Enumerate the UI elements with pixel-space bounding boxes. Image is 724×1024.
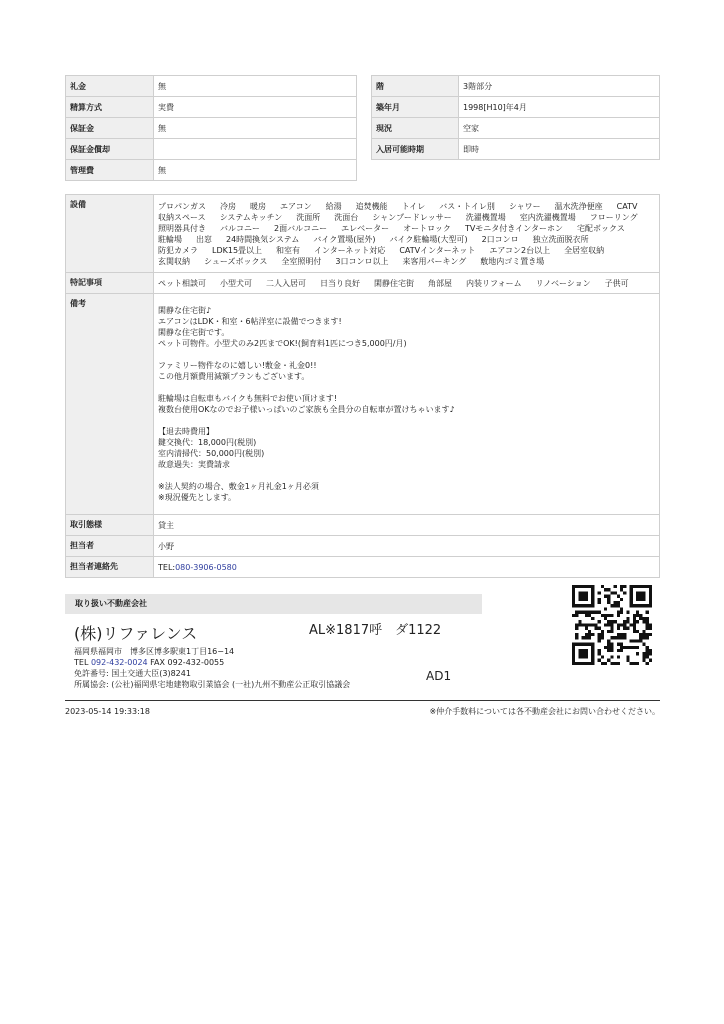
rent-term-row xyxy=(66,118,357,139)
equipment-item: 追焚機能 xyxy=(355,201,388,211)
remarks-line xyxy=(158,415,655,426)
equipment-item: バルコニー xyxy=(220,223,260,233)
remarks-label: 備考 xyxy=(66,294,154,515)
feature-item: リノベーション xyxy=(535,278,591,288)
building-info-row xyxy=(372,118,660,139)
contact-phone-link[interactable]: 080-3906-0580 xyxy=(175,562,237,572)
equipment-item: 玄関収納 xyxy=(158,256,190,266)
company-address: 福岡県福岡市 博多区博多駅東1丁目16−14 xyxy=(74,647,235,656)
person-label: 担当者 xyxy=(66,536,154,557)
features-list xyxy=(154,273,660,294)
equipment-item: 全室照明付 xyxy=(281,256,322,266)
features-row xyxy=(66,273,660,294)
equipment-item: 敷地内ゴミ置き場 xyxy=(480,256,545,266)
equipment-item: 温水洗浄便座 xyxy=(554,201,603,211)
person-value: 小野 xyxy=(154,536,660,557)
feature-item: 閑静住宅街 xyxy=(374,278,414,288)
equipment-item: CATVインターネット xyxy=(399,245,476,255)
rent-term-label: 管理費 xyxy=(66,160,154,181)
equipment-item: バイク置場(屋外) xyxy=(313,234,376,244)
rent-term-value xyxy=(154,139,357,160)
feature-item: 子供可 xyxy=(604,278,629,288)
rent-term-row xyxy=(66,97,357,118)
person-row xyxy=(66,536,660,557)
equipment-item: バイク駐輪場(大型可) xyxy=(389,234,468,244)
equipment-item: 洗面所 xyxy=(296,212,321,222)
equipment-item: 防犯カメラ xyxy=(158,245,198,255)
remarks-line: ※現況優先とします。 xyxy=(158,493,237,502)
qr-code-icon xyxy=(572,585,652,665)
remarks-line xyxy=(158,382,655,393)
equipment-item: 24時間換気システム xyxy=(226,234,300,244)
building-info-row xyxy=(372,76,660,97)
remarks-line: エアコンはLDK・和室・6帖洋室に設備でつきます! xyxy=(158,317,342,326)
transaction-row xyxy=(66,515,660,536)
company-license: 免許番号: 国土交通大臣(3)8241 xyxy=(74,669,191,678)
equipment-item: プロパンガス xyxy=(158,201,206,211)
equipment-row xyxy=(66,195,660,273)
equipment-item: オートロック xyxy=(403,223,451,233)
equipment-item: エレベーター xyxy=(341,223,390,233)
feature-item: ペット相談可 xyxy=(158,278,206,288)
equipment-item: 出窓 xyxy=(196,234,212,244)
rent-term-value: 無 xyxy=(154,76,357,97)
company-code-2: AD1 xyxy=(426,669,452,683)
remarks-line: この他月額費用減額プランもございます。 xyxy=(158,372,310,381)
building-info-label: 現況 xyxy=(372,118,459,139)
building-info-value: 1998[H10]年4月 xyxy=(459,97,660,118)
print-date: 2023-05-14 19:33:18 xyxy=(65,707,150,716)
equipment-item: 宅配ボックス xyxy=(576,223,625,233)
company-fax: FAX 092-432-0055 xyxy=(150,658,225,667)
equipment-item: シューズボックス xyxy=(204,256,268,266)
equipment-item: エアコン xyxy=(280,201,312,211)
transaction-label: 取引態様 xyxy=(66,515,154,536)
contact-label: 担当者連絡先 xyxy=(66,557,154,578)
rent-term-label: 保証金 xyxy=(66,118,154,139)
remarks-line xyxy=(158,349,655,360)
feature-item: 二人入居可 xyxy=(266,278,306,288)
equipment-item: 来客用パーキング xyxy=(402,256,467,266)
company-phone-line xyxy=(74,657,350,668)
property-detail-table xyxy=(65,194,660,578)
equipment-item: インターネット対応 xyxy=(314,245,386,255)
rent-term-row xyxy=(66,139,357,160)
transaction-value: 貸主 xyxy=(154,515,660,536)
building-info-row xyxy=(372,97,660,118)
building-info-row xyxy=(372,139,660,160)
feature-item: 小型犬可 xyxy=(220,278,252,288)
equipment-item: 洗面台 xyxy=(334,212,359,222)
equipment-item: LDK15畳以上 xyxy=(212,245,263,255)
equipment-item: 照明器具付き xyxy=(158,223,206,233)
equipment-label: 設備 xyxy=(66,195,154,273)
contact-row xyxy=(66,557,660,578)
rent-term-row xyxy=(66,160,357,181)
company-association: 所属協会: (公社)福岡県宅地建物取引業協会 (一社)九州不動産公正取引協議会 xyxy=(74,680,351,689)
remarks-line xyxy=(158,470,655,481)
building-info-value: 3階部分 xyxy=(459,76,660,97)
equipment-item: 3口コンロ以上 xyxy=(335,256,389,266)
remarks-line: 室内清掃代：50,000円(税別) xyxy=(158,449,265,458)
equipment-item: システムキッチン xyxy=(219,212,283,222)
remarks-line: 駐輪場は自転車もバイクも無料でお使い頂けます! xyxy=(158,394,338,403)
feature-item: 日当り良好 xyxy=(320,278,360,288)
remarks-line: 故意過失：実費請求 xyxy=(158,460,230,469)
equipment-item: 駐輪場 xyxy=(158,234,182,244)
rent-term-value: 無 xyxy=(154,160,357,181)
equipment-item: TVモニタ付きインターホン xyxy=(464,223,563,233)
equipment-item: シャンプードレッサー xyxy=(372,212,452,222)
rent-term-row xyxy=(66,76,357,97)
equipment-item: 冷房 xyxy=(220,201,236,211)
rent-term-value: 無 xyxy=(154,118,357,139)
remarks-line: ペット可物件。小型犬のみ2匹までOK!(飼育料1匹につき5,000円/月) xyxy=(158,339,407,348)
equipment-item: フローリング xyxy=(589,212,638,222)
remarks-line: 鍵交換代：18,000円(税別) xyxy=(158,438,257,447)
building-info-value: 空家 xyxy=(459,118,660,139)
building-info-label: 入居可能時期 xyxy=(372,139,459,160)
equipment-item: 2面バルコニー xyxy=(274,223,328,233)
remarks-line: ファミリー物件なのに嬉しい!敷金・礼金0!! xyxy=(158,361,317,370)
equipment-item: 2口コンロ xyxy=(481,234,519,244)
equipment-item: 和室有 xyxy=(276,245,301,255)
rent-terms-table xyxy=(65,75,357,181)
rent-term-label: 礼金 xyxy=(66,76,154,97)
building-info-table xyxy=(371,75,660,160)
remarks-line: 閑静な住宅街♪ xyxy=(158,306,212,315)
contact-prefix: TEL: xyxy=(158,562,176,572)
building-info-label: 築年月 xyxy=(372,97,459,118)
company-name: (株)リファレンス xyxy=(74,624,198,643)
footer-note: ※仲介手数料については各不動産会社にお問い合わせください。 xyxy=(429,707,660,716)
equipment-item: CATV xyxy=(616,201,638,211)
remarks-line: 【退去時費用】 xyxy=(158,427,214,436)
equipment-item: 全居室収納 xyxy=(564,245,605,255)
equipment-item: 独立洗面脱衣所 xyxy=(532,234,589,244)
equipment-item: 給湯 xyxy=(325,201,342,211)
equipment-item: 収納スペース xyxy=(158,212,206,222)
rent-term-label: 精算方式 xyxy=(66,97,154,118)
remarks-row xyxy=(66,294,660,515)
equipment-item: エアコン2台以上 xyxy=(489,245,551,255)
tel-label: TEL xyxy=(74,658,89,667)
building-info-value: 即時 xyxy=(459,139,660,160)
features-label: 特記事項 xyxy=(66,273,154,294)
equipment-item: 洗濯機置場 xyxy=(465,212,506,222)
company-code-1: AL※1817呼 ダ1122 xyxy=(309,623,442,638)
remarks-line: ※法人契約の場合、敷金1ヶ月礼金1ヶ月必須 xyxy=(158,482,319,491)
equipment-list xyxy=(154,195,660,273)
remarks-line: 複数台使用OKなのでお子様いっぱいのご家族も全員分の自転車が置けちゃいます♪ xyxy=(158,405,455,414)
footer-divider xyxy=(65,700,660,701)
remarks-text xyxy=(154,294,660,515)
company-tel-link[interactable]: 092-432-0024 xyxy=(90,658,148,667)
equipment-item: 室内洗濯機置場 xyxy=(519,212,576,222)
rent-term-label: 保証金償却 xyxy=(66,139,154,160)
building-info-label: 階 xyxy=(372,76,459,97)
feature-item: 内装リフォーム xyxy=(466,278,522,288)
equipment-item: トイレ xyxy=(401,201,426,211)
remarks-line: 閑静な住宅街です。 xyxy=(158,328,230,337)
company-section-header: 取り扱い不動産会社 xyxy=(65,594,482,614)
equipment-item: 暖房 xyxy=(250,201,266,211)
company-info xyxy=(74,646,350,690)
contact-value xyxy=(154,557,660,578)
rent-term-value: 実費 xyxy=(154,97,357,118)
equipment-item: バス・トイレ別 xyxy=(439,201,495,211)
equipment-item: シャワー xyxy=(508,201,541,211)
feature-item: 角部屋 xyxy=(428,278,452,288)
